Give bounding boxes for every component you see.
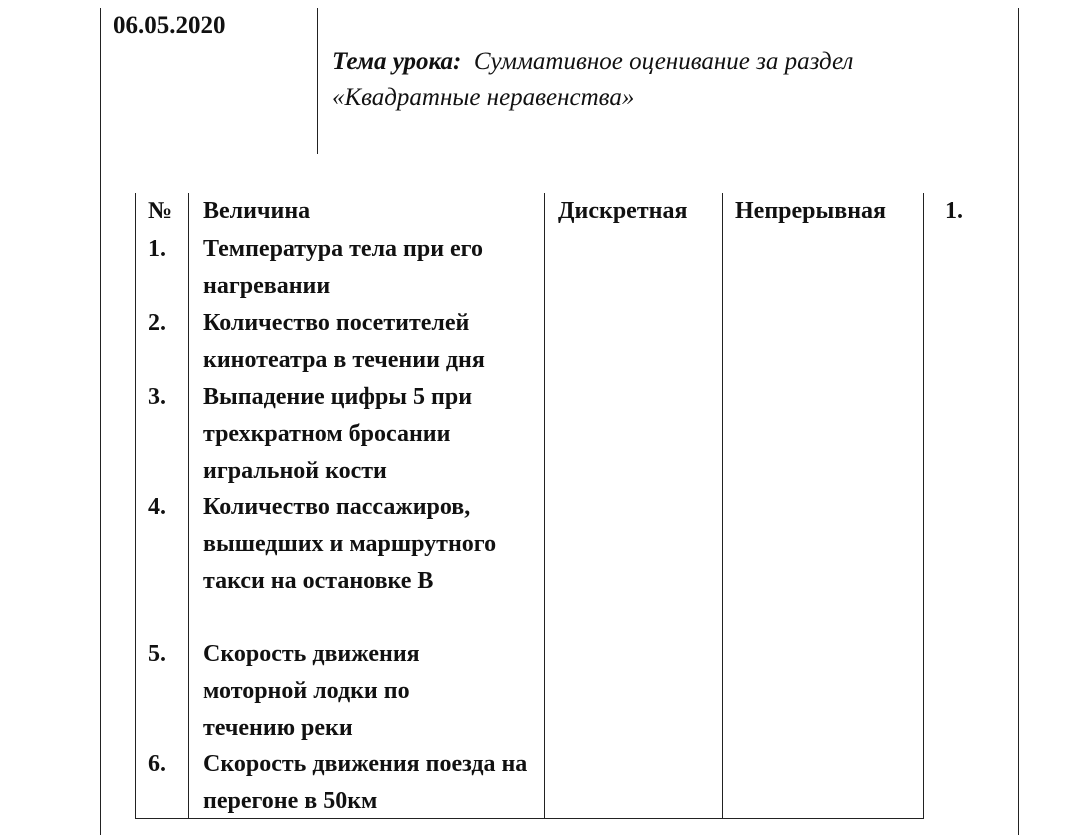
column-header-continuous: Непрерывная: [735, 198, 887, 224]
row-number: 2.: [148, 310, 166, 336]
column-header-quantity: Величина: [203, 198, 311, 224]
table-border-left: [135, 193, 136, 819]
row-number: 5.: [148, 641, 166, 667]
lesson-date: 06.05.2020: [113, 12, 226, 39]
row-number: 3.: [148, 384, 166, 410]
page-frame-left: [100, 8, 101, 835]
column-header-number: №: [148, 198, 173, 224]
topic-label: Тема урока:: [332, 48, 462, 75]
page-frame-right: [1018, 8, 1019, 835]
row-quantity: Скорость движения моторной лодки по течению реки: [203, 641, 420, 741]
lesson-topic: [332, 44, 972, 116]
row-number: 6.: [148, 751, 166, 777]
row-quantity: Скорость движения поезда на перегоне в 50км: [203, 751, 528, 814]
topic-text: Суммативное оценивание за раздел «Квадратные неравенства»: [332, 48, 854, 111]
row-quantity: Выпадение цифры 5 при трехкратном бросании игральной кости: [203, 384, 473, 484]
row-number: 4.: [148, 494, 166, 520]
table-col-divider: [188, 193, 189, 819]
row-quantity: Количество посетителей кинотеатра в течении дня: [203, 310, 485, 373]
row-number: 1.: [148, 236, 166, 262]
table-col-divider: [722, 193, 723, 819]
table-border-right: [923, 193, 924, 819]
column-header-discrete: Дискретная: [558, 198, 688, 224]
header-divider: [317, 8, 318, 154]
table-col-divider: [544, 193, 545, 819]
row-quantity: Количество пассажиров, вышедших и маршрутного такси на остановке В: [203, 494, 497, 594]
row-quantity: Температура тела при его нагревании: [203, 236, 483, 299]
side-marker: 1.: [945, 198, 963, 224]
